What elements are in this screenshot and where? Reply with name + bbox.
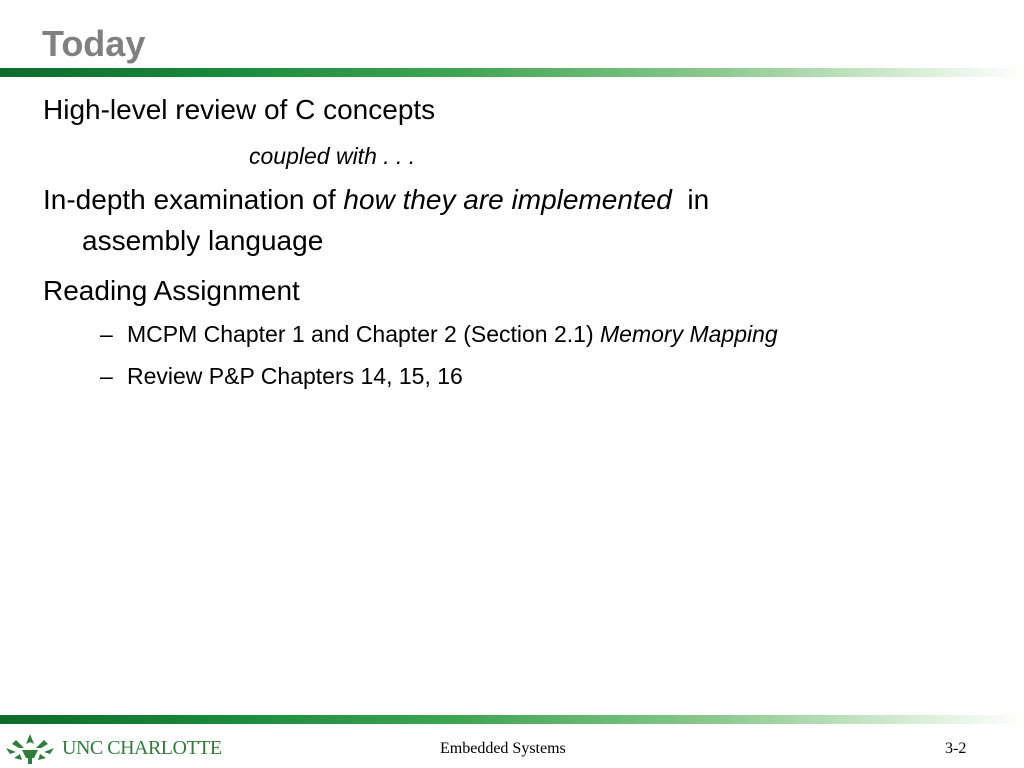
footer-course-name: Embedded Systems	[440, 740, 566, 757]
dash-marker: –	[100, 321, 113, 347]
sub-bullet-pp	[100, 363, 463, 390]
logo-wordmark: UNC CHARLOTTE	[62, 736, 222, 759]
bullet-in-depth-tail: in	[671, 184, 710, 215]
dash-marker: –	[100, 363, 113, 389]
slide-title: Today	[42, 23, 146, 64]
title-divider	[0, 68, 1024, 77]
sub-bullet-pp-text: Review P&P Chapters 14, 15, 16	[127, 363, 463, 389]
bullet-c-review: High-level review of C concepts	[43, 94, 436, 125]
bullet-reading-assignment: Reading Assignment	[43, 275, 300, 306]
crown-leaf-icon	[4, 730, 56, 766]
footer-divider	[0, 715, 1024, 724]
footer-page-number: 3-2	[945, 740, 967, 757]
bullet-in-depth-text: In-depth examination of	[43, 184, 344, 215]
unc-charlotte-logo	[4, 730, 222, 766]
sub-bullet-mcpm	[100, 321, 778, 348]
bullet-coupled-with: coupled with . . .	[249, 143, 416, 169]
bullet-in-depth-italic: how they are implemented	[343, 184, 672, 215]
sub-bullet-mcpm-italic: Memory Mapping	[600, 321, 778, 347]
bullet-in-depth-continuation: assembly language	[82, 225, 324, 256]
bullet-in-depth	[43, 184, 709, 216]
sub-bullet-mcpm-text: MCPM Chapter 1 and Chapter 2 (Section 2.1)	[127, 321, 601, 347]
